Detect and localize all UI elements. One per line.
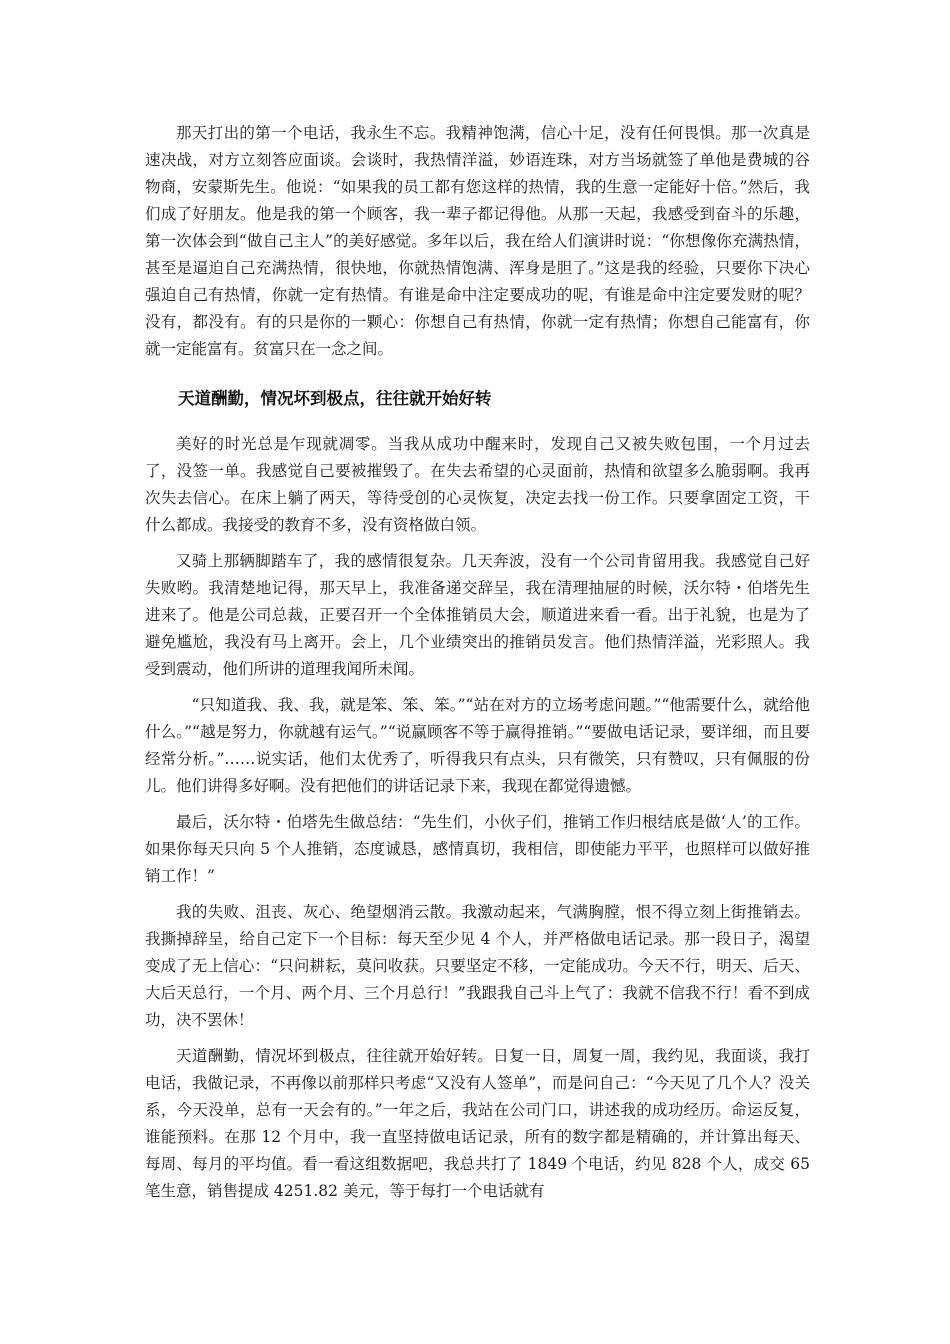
- body-paragraph-5: 我的失败、沮丧、灰心、绝望烟消云散。我激动起来，气满胸膛，恨不得立刻上街推销去。我撕掉辞呈，给自己定下一个目标：每天至少见 4 个人，并严格做电话记录。那一段日子，渴望变成了无上信心：“只问耕耘，莫问收获。只要坚定不移，一定能成功。今天不行，明天、后天、大后天总行，一个月、两个月、三个月总行！”我跟我自己斗上气了：我就不信我不行！看不到成功，决不罢休！: [145, 903, 810, 1029]
- body-paragraph-4: 最后，沃尔特・伯塔先生做总结：“先生们，小伙子们，推销工作归根结底是做‘人’的工作。如果你每天只向 5 个人推销，态度诚恳，感情真切，我相信，即使能力平平，也照样可以做好推销工作！”: [145, 813, 810, 885]
- section-heading: 天道酬勤，情况坏到极点，往往就开始好转: [178, 389, 492, 408]
- body-paragraph-1: 美好的时光总是乍现就凋零。当我从成功中醒来时，发现自己又被失败包围，一个月过去了，没签一单。我感觉自己要被摧毁了。在失去希望的心灵面前，热情和欲望多么脆弱啊。我再次失去信心。在床上躺了两天，等待受创的心灵恢复，决定去找一份工作。只要拿固定工资，干什么都成。我接受的教育不多，没有资格做白领。: [145, 435, 810, 534]
- body-paragraph-2: 又骑上那辆脚踏车了，我的感情很复杂。几天奔波，没有一个公司肯留用我。我感觉自己好失败哟。我清楚地记得，那天早上，我准备递交辞呈，我在清理抽屉的时候，沃尔特・伯塔先生进来了。他是公司总裁，正要召开一个全体推销员大会，顺道进来看一看。出于礼貌，也是为了避免尴尬，我没有马上离开。会上，几个业绩突出的推销员发言。他们热情洋溢，光彩照人。我受到震动，他们所讲的道理我闻所未闻。: [145, 552, 810, 678]
- intro-paragraph: 那天打出的第一个电话，我永生不忘。我精神饱满，信心十足，没有任何畏惧。那一次真是速决战，对方立刻答应面谈。会谈时，我热情洋溢，妙语连珠，对方当场就签了单他是费城的谷物商，安蒙斯先生。他说：“如果我的员工都有您这样的热情，我的生意一定能好十倍。”然后，我们成了好朋友。他是我的第一个顾客，我一辈子都记得他。从那一天起，我感受到奋斗的乐趣，第一次体会到“做自己主人”的美好感觉。多年以后，我在给人们演讲时说：“你想像你充满热情，甚至是逼迫自己充满热情，很快地，你就热情饱满、浑身是胆了。”这是我的经验，只要你下决心强迫自己有热情，你就一定有热情。有谁是命中注定要成功的呢，有谁是命中注定要发财的呢？没有，都没有。有的只是你的一颗心：你想自己有热情，你就一定有热情；你想自己能富有，你就一定能富有。贫富只在一念之间。: [145, 124, 810, 358]
- body-paragraph-3: “只知道我、我、我，就是笨、笨、笨。”“站在对方的立场考虑问题。”“他需要什么，就给他什么。”“越是努力，你就越有运气。”“说赢顾客不等于赢得推销。”“要做电话记录，要详细，而且要经常分析。”……说实话，他们太优秀了，听得我只有点头，只有微笑，只有赞叹，只有佩服的份儿。他们讲得多好啊。没有把他们的讲话记录下来，我现在都觉得遗憾。: [145, 696, 810, 795]
- body-paragraph-6: 天道酬勤，情况坏到极点，往往就开始好转。日复一日，周复一周，我约见，我面谈，我打电话，我做记录，不再像以前那样只考虑“又没有人签单”，而是问自己：“今天见了几个人？没关系，今天没单，总有一天会有的。”一年之后，我站在公司门口，讲述我的成功经历。命运反复，谁能预料。在那 12 个月中，我一直坚持做电话记录，所有的数字都是精确的，并计算出每天、每周、每月的平均值。看一看这组数据吧，我总共打了 1849 个电话，约见 828 个人，成交 65 笔生意，销售提成 4251.82 美元，等于每打一个电话就有: [145, 1047, 810, 1200]
- document-page: [145, 120, 810, 1205]
